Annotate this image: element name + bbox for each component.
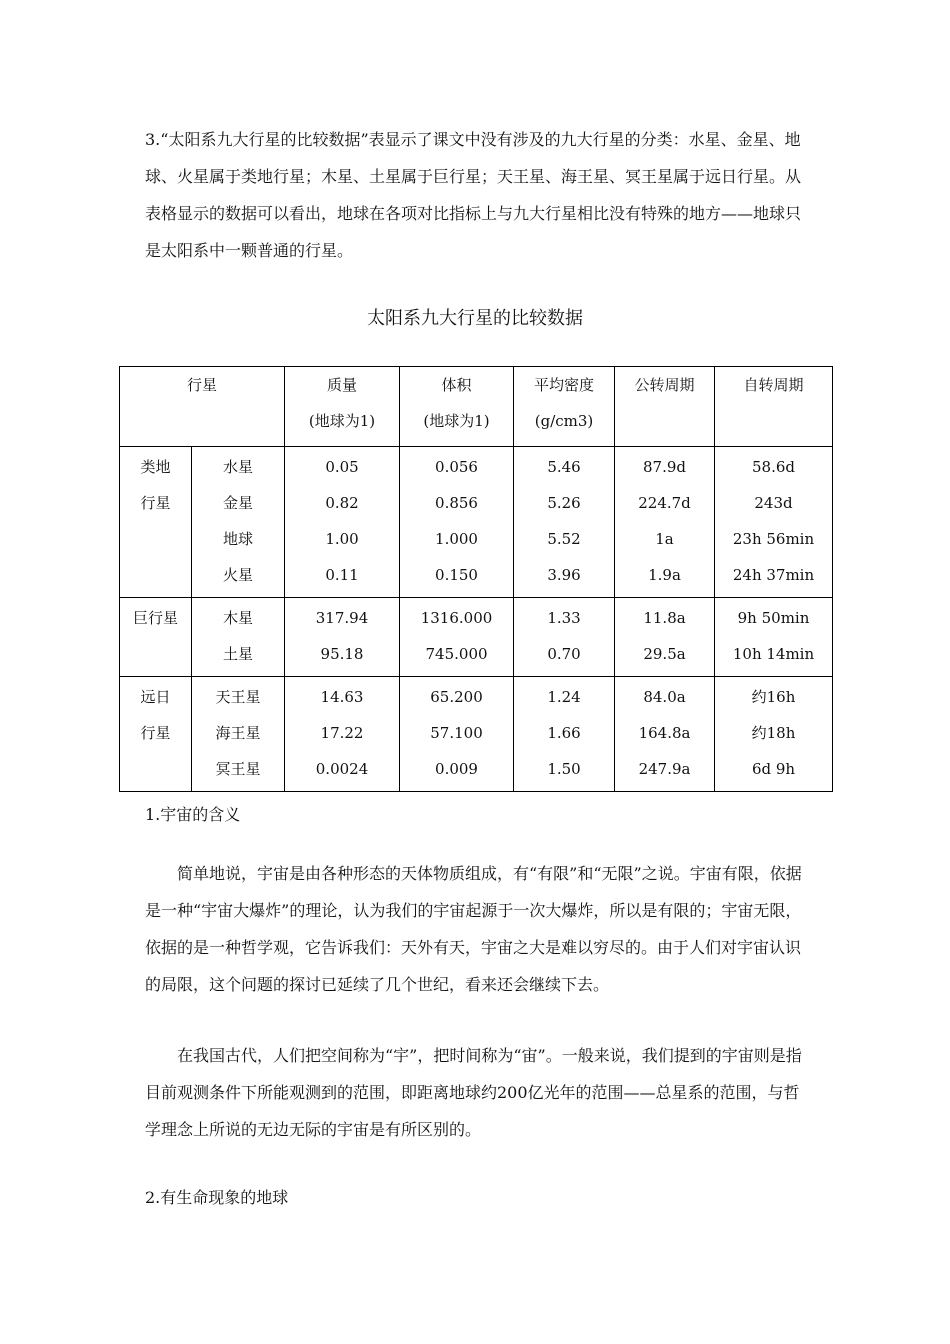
- table-header-row: [120, 367, 833, 447]
- section-heading-universe: 1.宇宙的含义: [145, 805, 241, 824]
- planet-names-terrestrial: 水星 金星 地球 火星: [192, 447, 285, 598]
- rotation-outer: 约16h 约18h 6d 9h: [715, 677, 833, 792]
- table-title: 太阳系九大行星的比较数据: [367, 308, 583, 329]
- rotation-giant: 9h 50min 10h 14min: [715, 598, 833, 677]
- header-density: 平均密度 (g/cm3): [514, 367, 615, 447]
- header-orbit-period: 公转周期: [615, 367, 715, 447]
- density-giant: 1.33 0.70: [514, 598, 615, 677]
- group-label-outer: 远日 行星: [120, 677, 192, 792]
- group-label-giant: 巨行星: [120, 598, 192, 677]
- planet-comparison-table: [119, 366, 833, 792]
- density-outer: 1.24 1.66 1.50: [514, 677, 615, 792]
- section-heading-earth: 2.有生命现象的地球: [145, 1188, 289, 1207]
- mass-outer: 14.63 17.22 0.0024: [285, 677, 400, 792]
- table-row-giant: [120, 598, 833, 677]
- volume-outer: 65.200 57.100 0.009: [400, 677, 514, 792]
- header-volume: 体积 (地球为1): [400, 367, 514, 447]
- intro-paragraph: 3.“太阳系九大行星的比较数据”表显示了课文中没有涉及的九大行星的分类：水星、金星、地球、火星属于类地行星；木星、土星属于巨行星；天王星、海王星、冥王星属于远日行星。从表格显示的数据可以看出，地球在各项对比指标上与九大行星相比没有特殊的地方——地球只是太阳系中一颗普通的行星。: [145, 130, 802, 260]
- group-label-terrestrial: 类地 行星: [120, 447, 192, 598]
- orbit-terrestrial: 87.9d 224.7d 1a 1.9a: [615, 447, 715, 598]
- density-terrestrial: 5.46 5.26 5.52 3.96: [514, 447, 615, 598]
- mass-giant: 317.94 95.18: [285, 598, 400, 677]
- universe-paragraph-2: 在我国古代，人们把空间称为“宇”，把时间称为“宙”。一般来说，我们提到的宇宙则是指目前观测条件下所能观测到的范围，即距离地球约200亿光年的范围——总星系的范围，与哲学理念上所说的无边无际的宇宙是有所区别的。: [145, 1046, 802, 1139]
- rotation-terrestrial: 58.6d 243d 23h 56min 24h 37min: [715, 447, 833, 598]
- volume-giant: 1316.000 745.000: [400, 598, 514, 677]
- universe-paragraph-1: 简单地说，宇宙是由各种形态的天体物质组成，有“有限”和“无限”之说。宇宙有限，依据是一种“宇宙大爆炸”的理论，认为我们的宇宙起源于一次大爆炸，所以是有限的；宇宙无限，依据的是一种哲学观，它告诉我们：天外有天，宇宙之大是难以穷尽的。由于人们对宇宙认识的局限，这个问题的探讨已延续了几个世纪，看来还会继续下去。: [145, 864, 802, 994]
- mass-terrestrial: 0.05 0.82 1.00 0.11: [285, 447, 400, 598]
- header-rotation-period: 自转周期: [715, 367, 833, 447]
- orbit-giant: 11.8a 29.5a: [615, 598, 715, 677]
- volume-terrestrial: 0.056 0.856 1.000 0.150: [400, 447, 514, 598]
- table-row-terrestrial: [120, 447, 833, 598]
- orbit-outer: 84.0a 164.8a 247.9a: [615, 677, 715, 792]
- header-planet: 行星: [120, 367, 285, 447]
- planet-names-outer: 天王星 海王星 冥王星: [192, 677, 285, 792]
- planet-names-giant: 木星 土星: [192, 598, 285, 677]
- table-row-outer: [120, 677, 833, 792]
- header-mass: 质量 (地球为1): [285, 367, 400, 447]
